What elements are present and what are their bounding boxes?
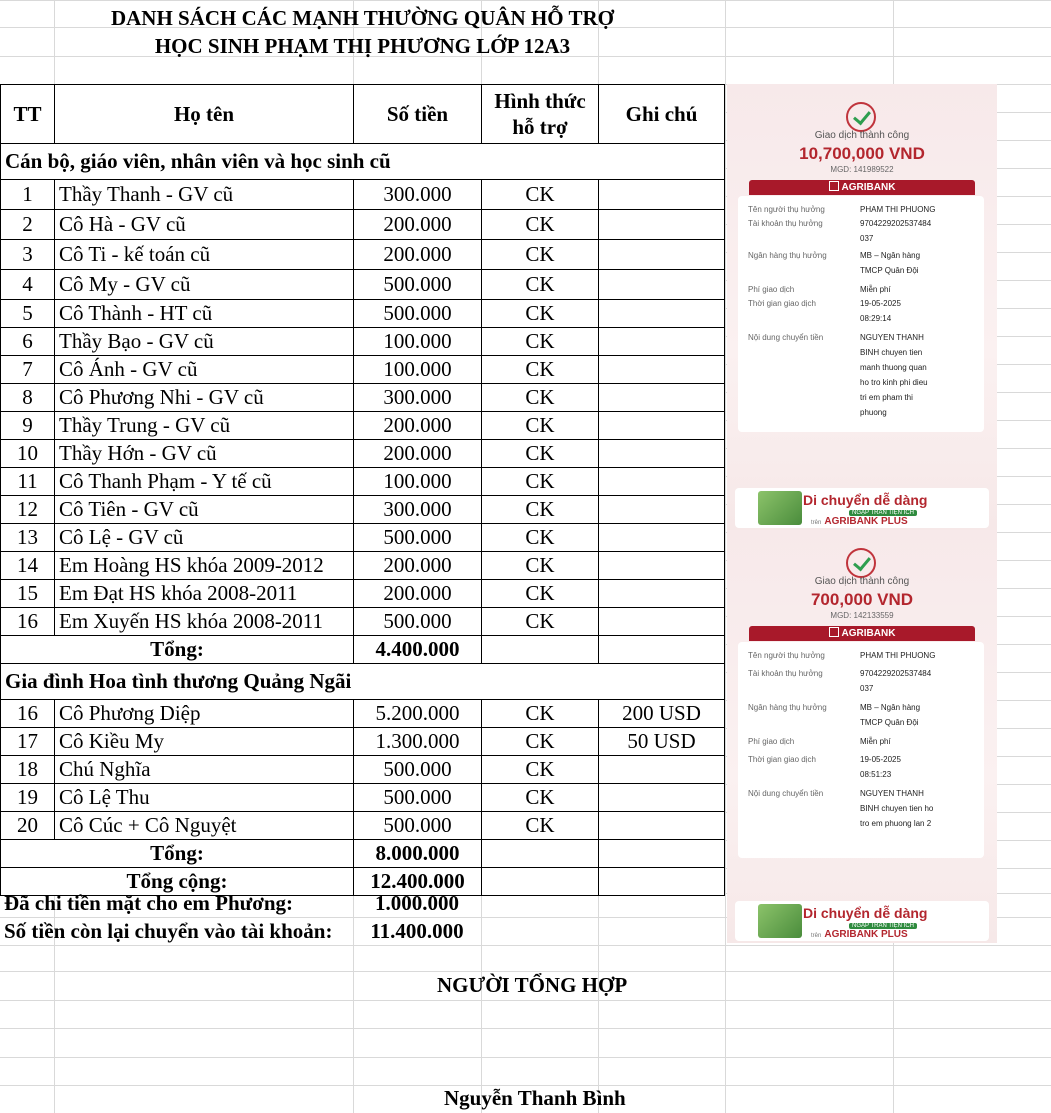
- table-row: [1, 496, 725, 524]
- receipt-status: Giao dịch thành công: [814, 576, 910, 587]
- row-name: Cô Thành - HT cũ: [55, 300, 354, 328]
- success-check-icon: [846, 548, 876, 578]
- promo-banner[interactable]: [735, 901, 989, 941]
- subtotal-row: [1, 840, 725, 868]
- receipt-amount: 10,700,000 VND: [799, 144, 925, 163]
- subtotal-value: 4.400.000: [354, 636, 482, 664]
- remaining-transfer-value: 11.400.000: [370, 919, 464, 943]
- detail-label: Tài khoản thụ hưởng: [748, 669, 823, 678]
- title-line-2: HỌC SINH PHẠM THỊ PHƯƠNG LỚP 12A3: [154, 34, 571, 58]
- row-amount: 500.000: [354, 524, 482, 552]
- row-number: 6: [1, 328, 55, 356]
- row-note: [599, 356, 725, 384]
- row-number: 19: [1, 784, 55, 812]
- row-note: [599, 300, 725, 328]
- row-note: 50 USD: [599, 728, 725, 756]
- row-method: CK: [482, 496, 599, 524]
- row-number: 10: [1, 440, 55, 468]
- promo-badge: NGẬP TRÀN TIỆN ÍCH: [849, 510, 917, 516]
- row-number: 17: [1, 728, 55, 756]
- header-note: Ghi chú: [599, 85, 725, 144]
- promo-banner[interactable]: [735, 488, 989, 528]
- row-method: CK: [482, 356, 599, 384]
- row-note: [599, 440, 725, 468]
- row-number: 11: [1, 468, 55, 496]
- detail-value: MB – Ngân hàng TMCP Quân Đội: [860, 251, 921, 275]
- row-number: 3: [1, 240, 55, 270]
- table-header: [1, 85, 725, 144]
- detail-label: Nội dung chuyển tiền: [748, 789, 824, 798]
- promo-title: Di chuyển dễ dàng: [803, 492, 928, 508]
- row-note: [599, 328, 725, 356]
- table-row: [1, 700, 725, 728]
- promo-title: Di chuyển dễ dàng: [803, 905, 928, 921]
- agribank-logo-icon: [829, 181, 839, 191]
- cash-paid-label: Đã chi tiền mặt cho em Phương:: [4, 891, 294, 915]
- detail-label: Thời gian giao dịch: [748, 755, 816, 764]
- row-amount: 300.000: [354, 180, 482, 210]
- promo-brand-name: AGRIBANK PLUS: [824, 929, 908, 940]
- row-amount: 500.000: [354, 608, 482, 636]
- detail-value: 9704229202537484 037: [860, 669, 932, 693]
- row-number: 12: [1, 496, 55, 524]
- row-method: CK: [482, 756, 599, 784]
- receipt-details-card: [738, 196, 984, 432]
- table-row: [1, 300, 725, 328]
- row-note: [599, 210, 725, 240]
- row-amount: 100.000: [354, 468, 482, 496]
- row-note: [599, 756, 725, 784]
- row-number: 2: [1, 210, 55, 240]
- header-name: Họ tên: [55, 85, 354, 144]
- receipt-details-card: [738, 642, 984, 858]
- row-amount: 300.000: [354, 384, 482, 412]
- receipt-1: [727, 84, 997, 530]
- promo-prefix: trên: [811, 933, 822, 939]
- detail-value: PHAM THI PHUONG: [860, 205, 936, 214]
- row-method: CK: [482, 728, 599, 756]
- agribank-logo-icon: [829, 627, 839, 637]
- table-row: [1, 440, 725, 468]
- empty-cell: [599, 840, 725, 868]
- row-note: [599, 784, 725, 812]
- table-row: [1, 728, 725, 756]
- row-note: [599, 270, 725, 300]
- row-name: Cô Phương Diệp: [55, 700, 354, 728]
- row-note: [599, 240, 725, 270]
- row-number: 8: [1, 384, 55, 412]
- row-note: [599, 580, 725, 608]
- section-title-row: [1, 144, 725, 180]
- section-title: Cán bộ, giáo viên, nhân viên và học sinh cũ: [1, 144, 725, 180]
- table-row: [1, 356, 725, 384]
- row-number: 16: [1, 608, 55, 636]
- row-note: [599, 524, 725, 552]
- row-amount: 500.000: [354, 812, 482, 840]
- row-amount: 5.200.000: [354, 700, 482, 728]
- row-method: CK: [482, 440, 599, 468]
- promo-brand-name: AGRIBANK PLUS: [824, 516, 908, 527]
- row-method: CK: [482, 552, 599, 580]
- row-name: Thầy Thanh - GV cũ: [55, 180, 354, 210]
- table-row: [1, 580, 725, 608]
- detail-label: Ngân hàng thụ hưởng: [748, 251, 827, 260]
- promo-prefix: trên: [811, 520, 822, 526]
- row-name: Cô Phương Nhi - GV cũ: [55, 384, 354, 412]
- header-method: Hình thức hỗ trợ: [482, 85, 599, 144]
- row-method: CK: [482, 210, 599, 240]
- table-row: [1, 524, 725, 552]
- row-note: [599, 384, 725, 412]
- row-name: Cô Tiên - GV cũ: [55, 496, 354, 524]
- promo-image: [758, 491, 802, 525]
- row-amount: 100.000: [354, 356, 482, 384]
- row-method: CK: [482, 784, 599, 812]
- row-amount: 500.000: [354, 756, 482, 784]
- detail-label: Nội dung chuyển tiền: [748, 333, 824, 342]
- row-amount: 300.000: [354, 496, 482, 524]
- donor-table: [0, 84, 725, 896]
- detail-value: NGUYEN THANH BINH chuyen tien manh thuong quan ho tro kinh phi dieu tri em pham thi phuong: [860, 333, 928, 417]
- row-method: CK: [482, 384, 599, 412]
- empty-cell: [482, 636, 599, 664]
- row-name: Em Hoàng HS khóa 2009-2012: [55, 552, 354, 580]
- subtotal-value: 8.000.000: [354, 840, 482, 868]
- row-amount: 500.000: [354, 784, 482, 812]
- table-row: [1, 412, 725, 440]
- detail-value: MB – Ngân hàng TMCP Quân Đội: [860, 703, 921, 727]
- row-method: CK: [482, 812, 599, 840]
- row-amount: 200.000: [354, 210, 482, 240]
- table-row: [1, 552, 725, 580]
- table-row: [1, 608, 725, 636]
- empty-cell: [482, 868, 599, 896]
- row-note: [599, 412, 725, 440]
- row-method: CK: [482, 524, 599, 552]
- table-row: [1, 468, 725, 496]
- row-name: Cô Cúc + Cô Nguyệt: [55, 812, 354, 840]
- row-method: CK: [482, 300, 599, 328]
- bank-name: AGRIBANK: [841, 628, 896, 639]
- row-name: Cô Hà - GV cũ: [55, 210, 354, 240]
- table-row: [1, 270, 725, 300]
- row-name: Cô Ti - kế toán cũ: [55, 240, 354, 270]
- row-amount: 100.000: [354, 328, 482, 356]
- row-method: CK: [482, 608, 599, 636]
- header-tt: TT: [1, 85, 55, 144]
- row-name: Cô Lệ Thu: [55, 784, 354, 812]
- row-number: 5: [1, 300, 55, 328]
- signer-name: Nguyễn Thanh Bình: [444, 1086, 626, 1110]
- row-name: Cô My - GV cũ: [55, 270, 354, 300]
- row-amount: 200.000: [354, 580, 482, 608]
- row-amount: 500.000: [354, 270, 482, 300]
- cash-paid-value: 1.000.000: [375, 891, 459, 915]
- row-name: Thầy Trung - GV cũ: [55, 412, 354, 440]
- row-number: 4: [1, 270, 55, 300]
- success-check-icon: [846, 102, 876, 132]
- receipt-status: Giao dịch thành công: [814, 130, 910, 141]
- row-name: Chú Nghĩa: [55, 756, 354, 784]
- signer-title: NGƯỜI TỔNG HỢP: [437, 973, 628, 997]
- row-method: CK: [482, 240, 599, 270]
- bank-banner: [749, 180, 975, 195]
- row-amount: 1.300.000: [354, 728, 482, 756]
- row-number: 18: [1, 756, 55, 784]
- detail-value: Miễn phí: [860, 737, 891, 746]
- promo-image: [758, 904, 802, 938]
- bank-banner: [749, 626, 975, 641]
- row-name: Em Đạt HS khóa 2008-2011: [55, 580, 354, 608]
- table-row: [1, 812, 725, 840]
- row-method: CK: [482, 468, 599, 496]
- detail-value: 19-05-2025 08:29:14: [860, 299, 901, 323]
- row-name: Cô Ánh - GV cũ: [55, 356, 354, 384]
- row-number: 7: [1, 356, 55, 384]
- detail-label: Tên người thụ hưởng: [748, 205, 825, 214]
- row-note: [599, 180, 725, 210]
- row-note: 200 USD: [599, 700, 725, 728]
- table-row: [1, 784, 725, 812]
- row-name: Thầy Bạo - GV cũ: [55, 328, 354, 356]
- detail-label: Ngân hàng thụ hưởng: [748, 703, 827, 712]
- row-amount: 200.000: [354, 412, 482, 440]
- row-number: 14: [1, 552, 55, 580]
- row-number: 13: [1, 524, 55, 552]
- row-note: [599, 608, 725, 636]
- detail-value: PHAM THI PHUONG: [860, 651, 936, 660]
- table-row: [1, 384, 725, 412]
- detail-value: NGUYEN THANH BINH chuyen tien ho tro em phuong lan 2: [860, 789, 934, 828]
- bank-name: AGRIBANK: [841, 182, 896, 193]
- row-method: CK: [482, 700, 599, 728]
- promo-brand: [811, 516, 908, 527]
- row-method: CK: [482, 580, 599, 608]
- grand-total-label: Tổng cộng:: [1, 868, 354, 896]
- receipt-transaction-id: MGD: 141989522: [830, 165, 894, 174]
- detail-value: Miễn phí: [860, 285, 891, 294]
- detail-value: 9704229202537484 037: [860, 219, 932, 243]
- row-method: CK: [482, 270, 599, 300]
- subtotal-row: [1, 636, 725, 664]
- section-title-row: [1, 664, 725, 700]
- subtotal-label: Tổng:: [1, 636, 354, 664]
- remaining-transfer-label: Số tiền còn lại chuyển vào tài khoản:: [4, 919, 333, 943]
- detail-label: Tài khoản thụ hưởng: [748, 219, 823, 228]
- subtotal-label: Tổng:: [1, 840, 354, 868]
- row-number: 15: [1, 580, 55, 608]
- receipt-transaction-id: MGD: 142133559: [830, 611, 894, 620]
- row-name: Cô Kiều My: [55, 728, 354, 756]
- empty-cell: [599, 636, 725, 664]
- receipt-2: [727, 530, 997, 943]
- row-amount: 200.000: [354, 440, 482, 468]
- row-note: [599, 812, 725, 840]
- row-amount: 200.000: [354, 552, 482, 580]
- row-method: CK: [482, 180, 599, 210]
- header-amount: Số tiền: [354, 85, 482, 144]
- row-number: 16: [1, 700, 55, 728]
- detail-value: 19-05-2025 08:51:23: [860, 755, 901, 779]
- table-row: [1, 210, 725, 240]
- detail-label: Phí giao dịch: [748, 285, 795, 294]
- row-method: CK: [482, 328, 599, 356]
- empty-cell: [599, 868, 725, 896]
- detail-label: Phí giao dịch: [748, 737, 795, 746]
- detail-label: Thời gian giao dịch: [748, 299, 816, 308]
- section-title: Gia đình Hoa tình thương Quảng Ngãi: [1, 664, 725, 700]
- empty-cell: [482, 840, 599, 868]
- row-name: Em Xuyến HS khóa 2008-2011: [55, 608, 354, 636]
- row-amount: 500.000: [354, 300, 482, 328]
- detail-label: Tên người thụ hưởng: [748, 651, 825, 660]
- row-amount: 200.000: [354, 240, 482, 270]
- table-row: [1, 180, 725, 210]
- row-name: Thầy Hớn - GV cũ: [55, 440, 354, 468]
- promo-brand: [811, 929, 908, 940]
- row-name: Cô Lệ - GV cũ: [55, 524, 354, 552]
- promo-badge: NGẬP TRÀN TIỆN ÍCH: [849, 923, 917, 929]
- row-number: 1: [1, 180, 55, 210]
- row-method: CK: [482, 412, 599, 440]
- row-number: 20: [1, 812, 55, 840]
- title-line-1: DANH SÁCH CÁC MẠNH THƯỜNG QUÂN HỖ TRỢ: [110, 6, 615, 30]
- row-note: [599, 496, 725, 524]
- grand-total-value: 12.400.000: [354, 868, 482, 896]
- table-row: [1, 328, 725, 356]
- row-note: [599, 552, 725, 580]
- row-number: 9: [1, 412, 55, 440]
- table-row: [1, 756, 725, 784]
- table-row: [1, 240, 725, 270]
- row-note: [599, 468, 725, 496]
- row-name: Cô Thanh Phạm - Y tế cũ: [55, 468, 354, 496]
- receipt-amount: 700,000 VND: [810, 590, 914, 609]
